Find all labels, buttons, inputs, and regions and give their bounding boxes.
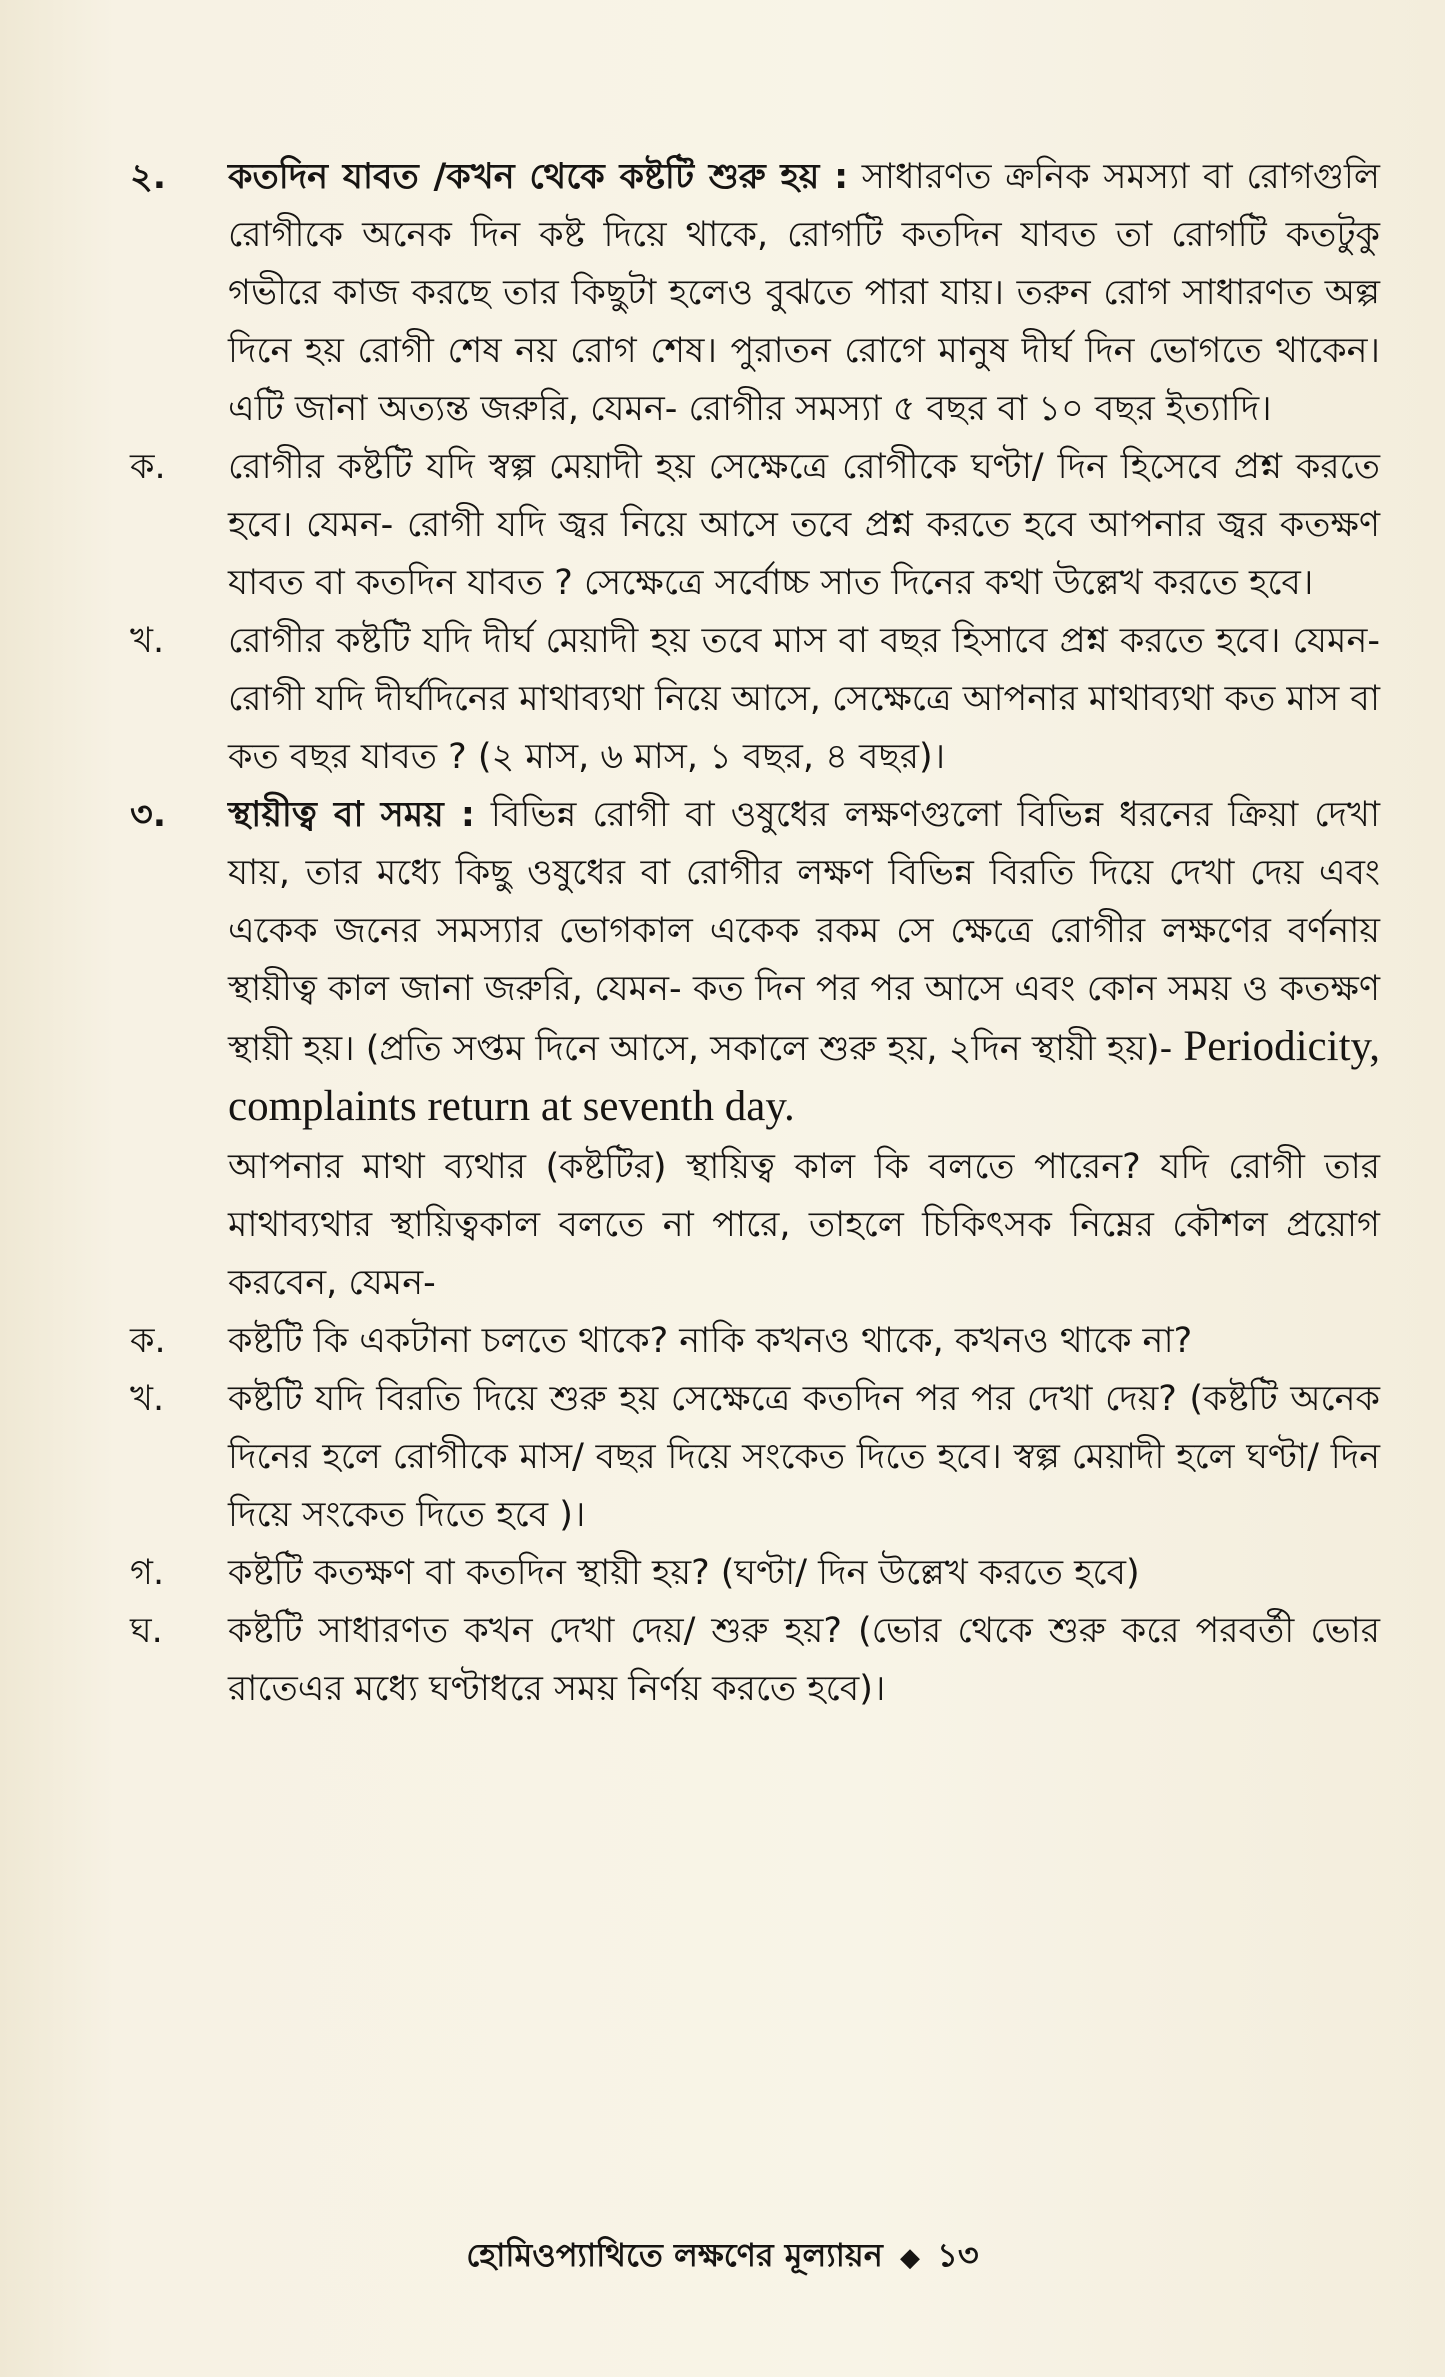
sub-item-kha: [130, 612, 1380, 786]
section-heading: স্থায়ীত্ব বা সময় :: [228, 795, 475, 835]
sub-item-gha: [130, 1602, 1380, 1718]
section-heading: কতদিন যাবত /কখন থেকে কষ্টটি শুরু হয় :: [228, 157, 849, 197]
page-number: ১৩: [937, 2236, 979, 2274]
paragraph-text: আপনার মাথা ব্যথার (কষ্টটির) স্থায়িত্ব কাল কি বলতে পারেন? যদি রোগী তার মাথাব্যথার স্থায়িত্বকাল বলতে না পারে, তাহলে চিকিৎসক নিম্নের কৌশল প্রয়োগ করবেন, যেমন-: [228, 1147, 1380, 1303]
sub-item-ka: [130, 438, 1380, 612]
paragraph-text: কষ্টটি যদি বিরতি দিয়ে শুরু হয় সেক্ষেত্রে কতদিন পর পর দেখা দেয়? (কষ্টটি অনেক দিনের হলে রোগীকে মাস/ বছর দিয়ে সংকেত দিতে হবে। স্বল্প মেয়াদী হলে ঘণ্টা/ দিন দিয়ে সংকেত দিতে হবে )।: [228, 1379, 1380, 1535]
sub-item-ga: [130, 1544, 1380, 1602]
continuation-paragraph: [130, 1138, 1380, 1312]
item-marker: ক.: [130, 447, 166, 487]
item-marker: গ.: [130, 1553, 165, 1593]
paragraph-text: বিভিন্ন রোগী বা ওষুধের লক্ষণগুলো বিভিন্ন ধরনের ক্রিয়া দেখা যায়, তার মধ্যে কিছু ওষুধের বা রোগীর লক্ষণ বিভিন্ন বিরতি দিয়ে দেখা দেয় এবং একেক জনের সমস্যার ভোগকাল একেক রকম সে ক্ষেত্রে রোগীর লক্ষণের বর্ণনায় স্থায়ীত্ব কাল জানা জরুরি, যেমন- কত দিন পর পর আসে এবং কোন সময় ও কতক্ষণ স্থায়ী হয়। (প্রতি সপ্তম দিনে আসে, সকালে শুরু হয়, ২দিন স্থায়ী হয়)-: [228, 795, 1380, 1069]
diamond-separator-icon: ◆: [899, 2243, 920, 2273]
paragraph-text: কষ্টটি কতক্ষণ বা কতদিন স্থায়ী হয়? (ঘণ্টা/ দিন উল্লেখ করতে হবে): [228, 1553, 1140, 1593]
item-marker: ঘ.: [130, 1611, 163, 1651]
english-note: Periodicity, complaints return at seventh day.: [228, 1023, 1380, 1130]
paragraph-text: সাধারণত ক্রনিক সমস্যা বা রোগগুলি রোগীকে অনেক দিন কষ্ট দিয়ে থাকে, রোগটি কতদিন যাবত তা রোগটি কতটুকু গভীরে কাজ করছে তার কিছুটা হলেও বুঝতে পারা যায়। তরুন রোগ সাধারণত অল্প দিনে হয় রোগী শেষ নয় রোগ শেষ। পুরাতন রোগে মানুষ দীর্ঘ দিন ভোগতে থাকেন। এটি জানা অত্যন্ত জরুরি, যেমন- রোগীর সমস্যা ৫ বছর বা ১০ বছর ইত্যাদি।: [228, 157, 1380, 429]
page-body: [130, 148, 1380, 1718]
item-marker: ক.: [130, 1321, 166, 1361]
sub-item-kha-2: [130, 1370, 1380, 1544]
page-footer: [0, 2230, 1445, 2284]
paragraph-text: রোগীর কষ্টটি যদি স্বল্প মেয়াদী হয় সেক্ষেত্রে রোগীকে ঘণ্টা/ দিন হিসেবে প্রশ্ন করতে হবে। যেমন- রোগী যদি জ্বর নিয়ে আসে তবে প্রশ্ন করতে হবে আপনার জ্বর কতক্ষণ যাবত বা কতদিন যাবত ? সেক্ষেত্রে সর্বোচ্চ সাত দিনের কথা উল্লেখ করতে হবে।: [228, 447, 1380, 603]
section-paragraph: [228, 148, 1380, 438]
section-2: [130, 148, 1380, 438]
item-marker: খ.: [130, 1379, 165, 1419]
book-title: হোমিওপ্যাথিতে লক্ষণের মূল্যায়ন: [466, 2236, 883, 2274]
paragraph-text: কষ্টটি কি একটানা চলতে থাকে? নাকি কখনও থাকে, কখনও থাকে না?: [228, 1321, 1193, 1361]
section-3: [130, 786, 1380, 1138]
section-paragraph: [228, 786, 1380, 1138]
item-marker: খ.: [130, 621, 165, 661]
section-number: ৩.: [130, 795, 167, 835]
section-number: ২.: [130, 157, 167, 197]
sub-item-ka-2: [130, 1312, 1380, 1370]
paragraph-text: কষ্টটি সাধারণত কখন দেখা দেয়/ শুরু হয়? (ভোর থেকে শুরু করে পরবর্তী ভোর রাতেএর মধ্যে ঘণ্টাধরে সময় নির্ণয় করতে হবে)।: [228, 1611, 1380, 1709]
paragraph-text: রোগীর কষ্টটি যদি দীর্ঘ মেয়াদী হয় তবে মাস বা বছর হিসাবে প্রশ্ন করতে হবে। যেমন- রোগী যদি দীর্ঘদিনের মাথাব্যথা নিয়ে আসে, সেক্ষেত্রে আপনার মাথাব্যথা কত মাস বা কত বছর যাবত ? (২ মাস, ৬ মাস, ১ বছর, ৪ বছর)।: [228, 621, 1381, 777]
